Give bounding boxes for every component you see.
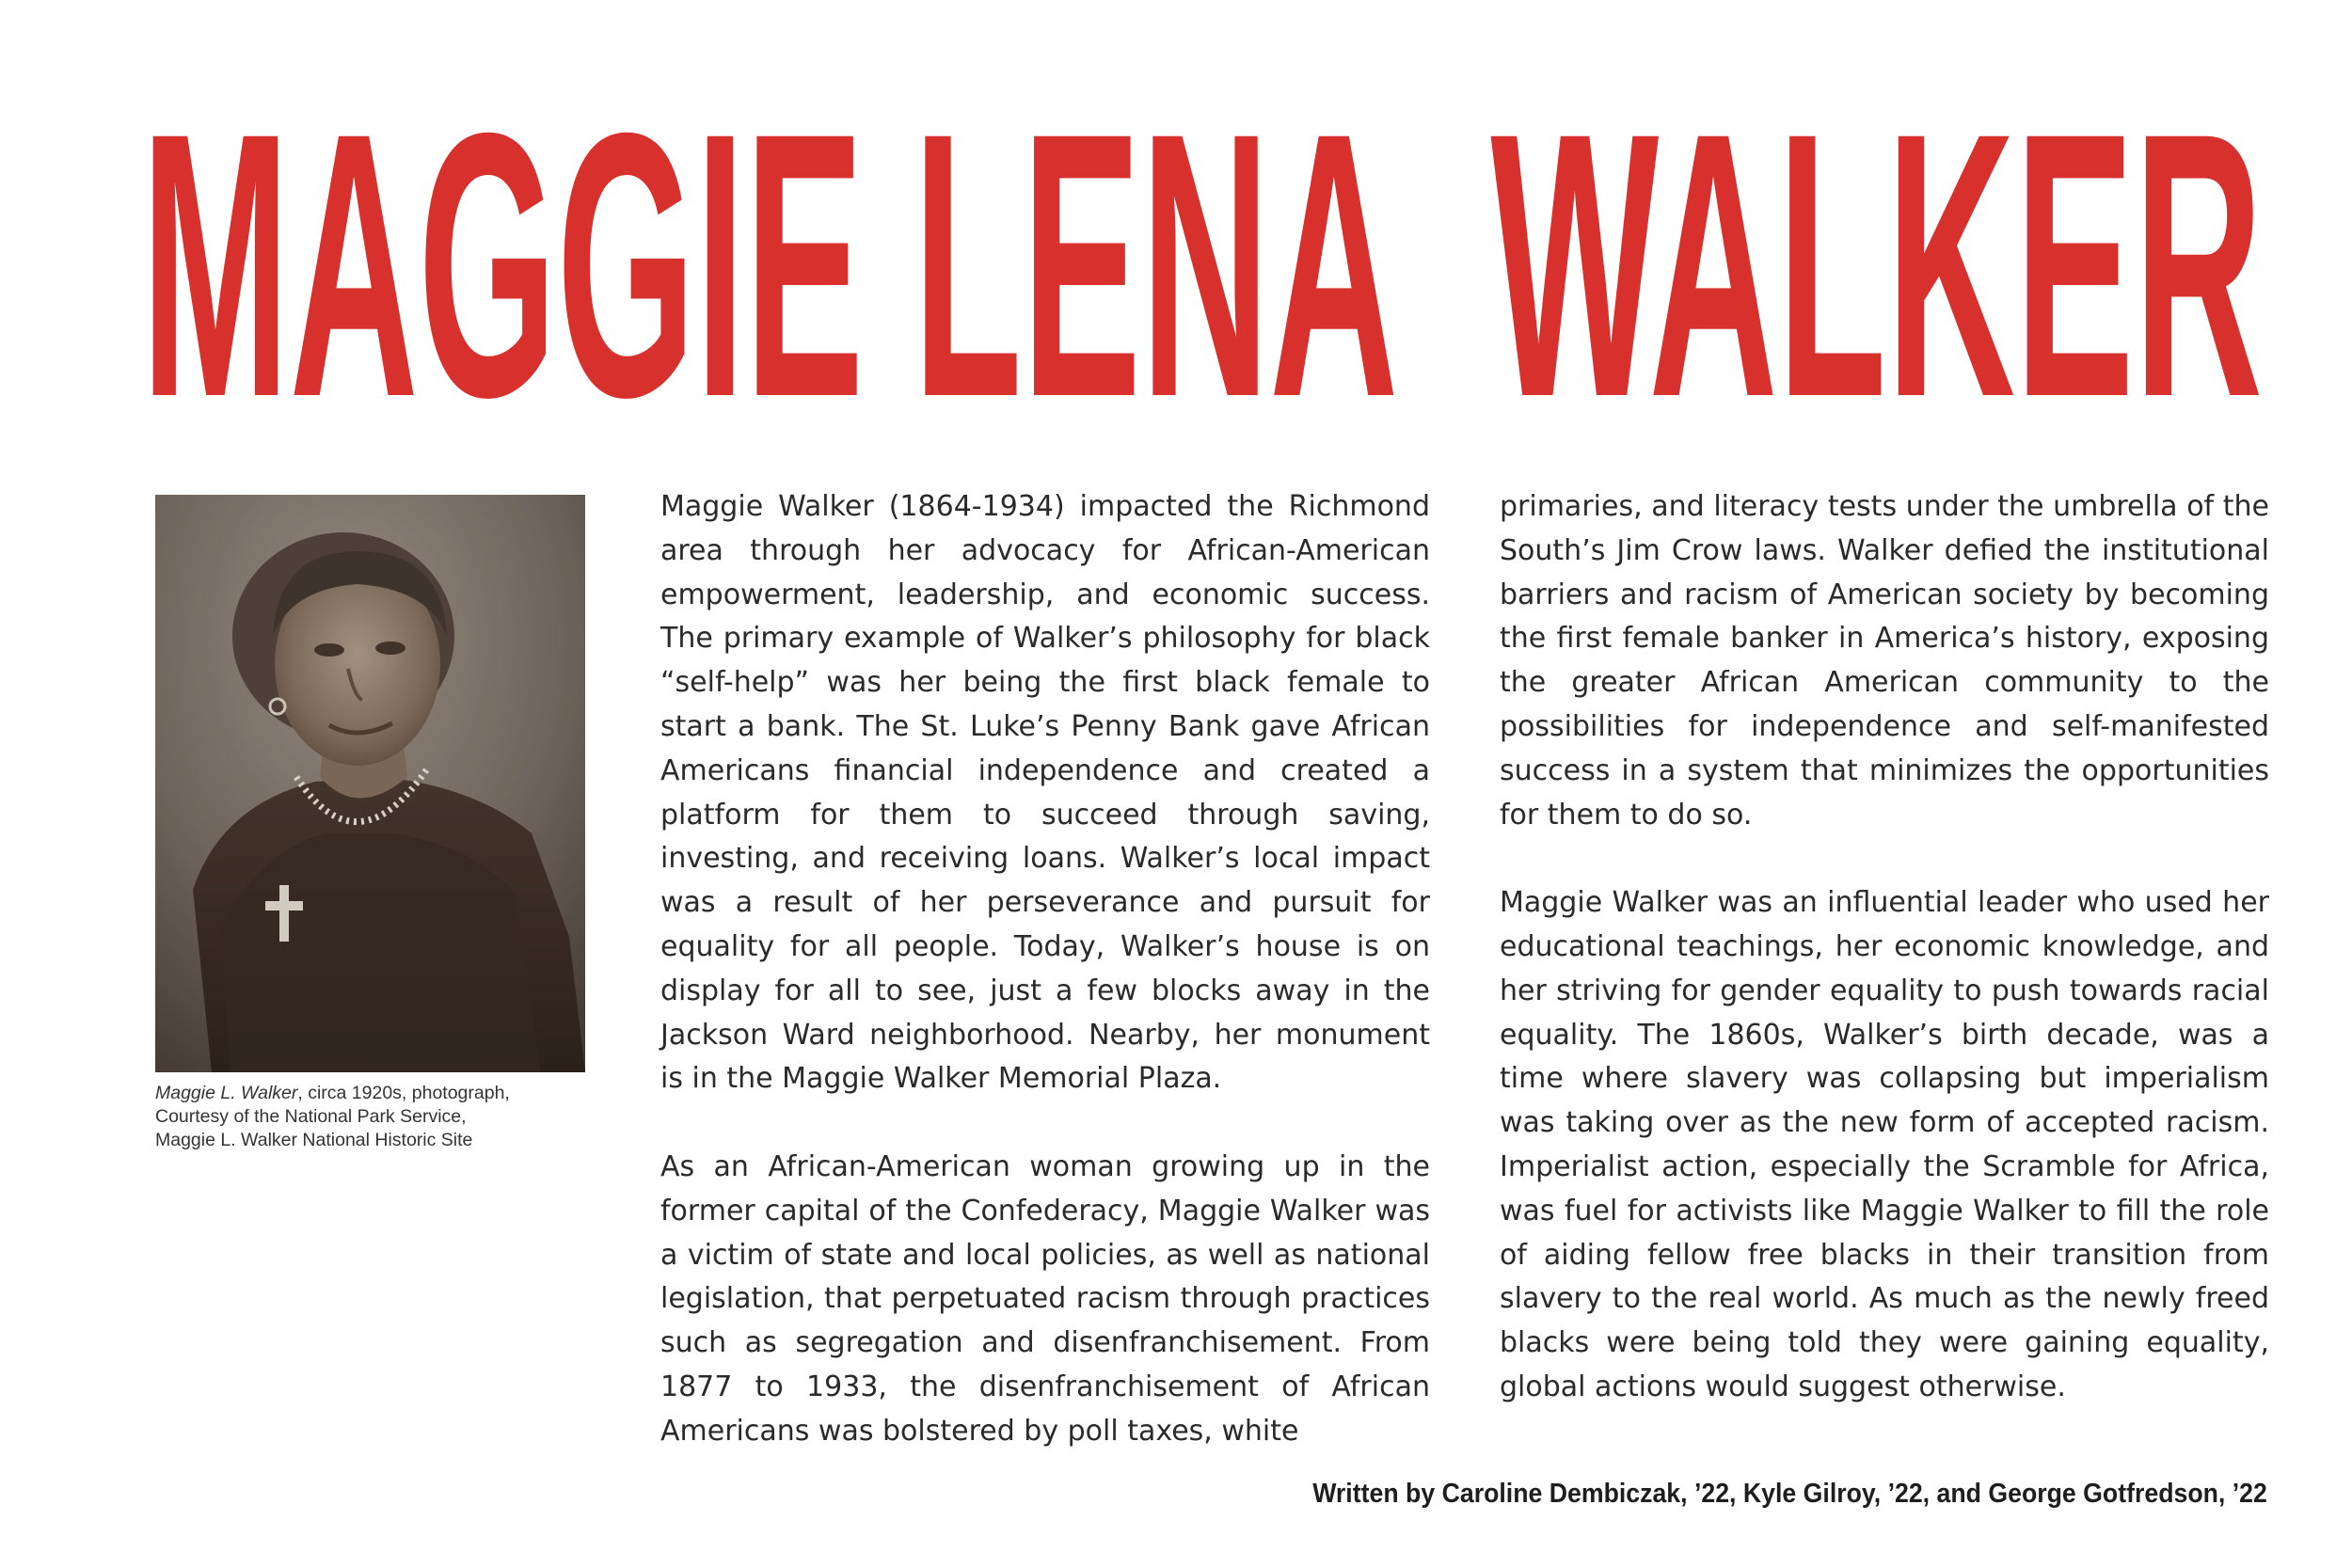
body-column-right [1500,485,2269,1410]
body-paragraph-2: As an African-American woman growing up in the former capital of the Confederacy, Maggie Walker was a victim of state and local policies, as well as national legislation, that perpetuated racism through practices such as segregation and disenfranchisement. From 1877 to 1933, the disenfranchisement of African Americans was bolstered by poll taxes, white [660,1149,1430,1448]
portrait-image [155,495,585,1072]
caption-line-3: Maggie L. Walker National Historic Site [155,1130,473,1150]
page-title-text: MAGGIE LENA WALKER [141,58,2263,435]
page-title-svg [141,58,2267,435]
body-column-left [660,485,1430,1454]
author-credit: Written by Caroline Dembiczak, ’22, Kyle Gilroy, ’22, and George Gotfredson, ’22 [1312,1479,2267,1509]
page-title [141,58,2267,435]
portrait-photo [155,495,585,1072]
caption-line-1 [155,1082,597,1105]
photo-caption [155,1082,597,1152]
caption-line-2: Courtesy of the National Park Service, [155,1106,467,1127]
body-paragraph-2-continued: primaries, and literacy tests under the umbrella of the South’s Jim Crow laws. Walker defied the institutional barriers and racism of American society by becoming the first female banker in America’s history, exposing the greater African American community to the possibilities for independence and self-manifested success in a system that minimizes the opportunities for them to do so. [1500,490,2269,832]
caption-line-1-rest: , circa 1920s, photograph, [297,1083,510,1103]
body-paragraph-3: Maggie Walker was an influential leader who used her educational teachings, her economic knowledge, and her striving for gender equality to push towards racial equality. The 1860s, Walker’s birth decade, was a time where slavery was collapsing but imperialism was taking over as the new form of accepted racism. Imperialist action, especially the Scramble for Africa, was fuel for activists like Maggie Walker to fill the role of aiding fellow free blacks in their transition from slavery to the real world. As much as the newly freed blacks were being told they were gaining equality, global actions would suggest otherwise. [1500,886,2269,1403]
caption-title: Maggie L. Walker [155,1083,298,1103]
body-paragraph-1: Maggie Walker (1864-1934) impacted the Richmond area through her advocacy for African-American empowerment, leadership, and economic success. The primary example of Walker’s philosophy for black “self-help” was her being the first black female to start a bank. The St. Luke’s Penny Bank gave African Americans financial independence and created a platform for them to succeed through saving, investing, and receiving loans. Walker’s local impact was a result of her perseverance and pursuit for equality for all people. Today, Walker’s house is on display for all to see, just a few blocks away in the Jackson Ward neighborhood. Nearby, her monument is in the Maggie Walker Memorial Plaza. [660,490,1430,1096]
